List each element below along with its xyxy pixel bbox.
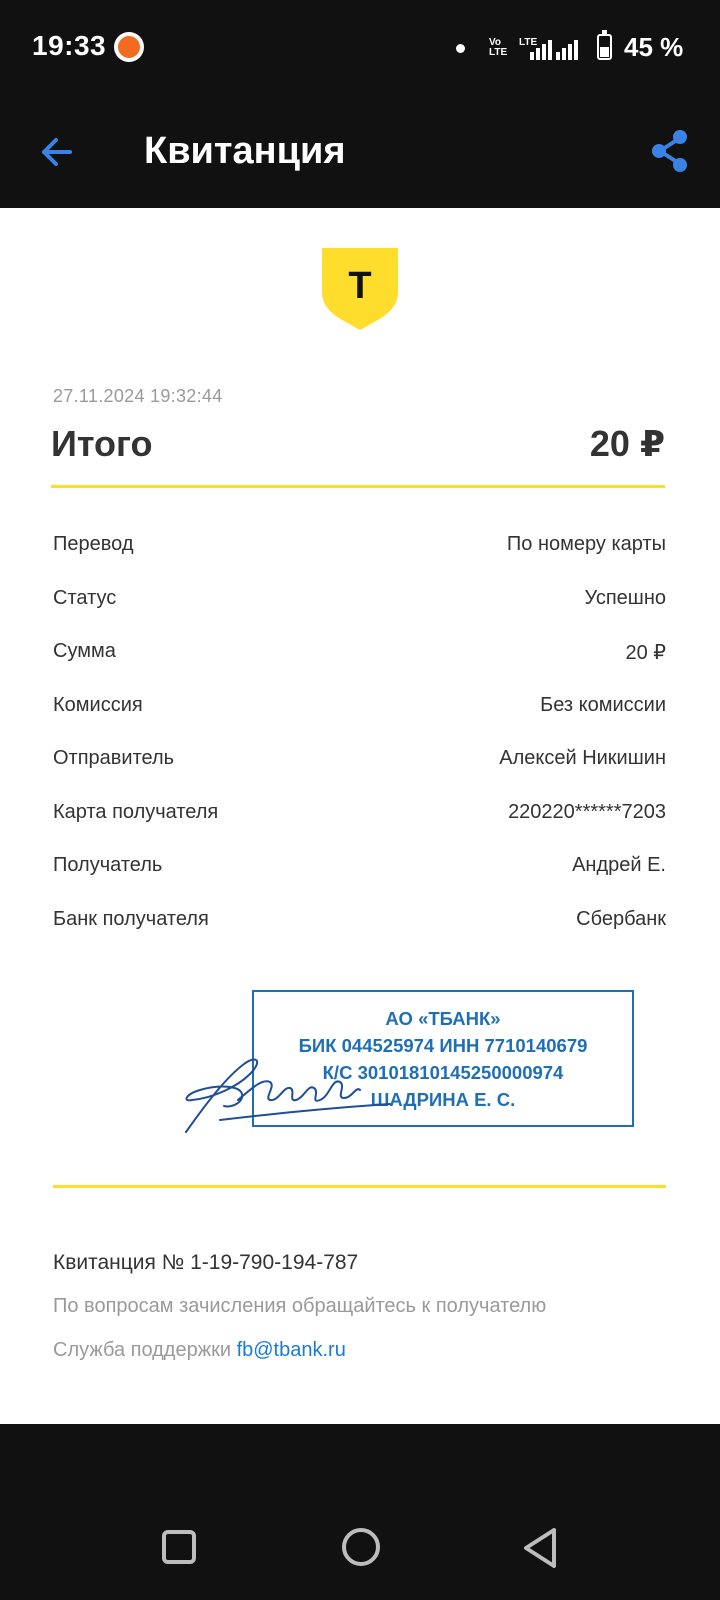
detail-label: Комиссия xyxy=(53,693,143,716)
triangle-back-icon[interactable] xyxy=(520,1526,560,1570)
status-bar xyxy=(0,0,720,96)
stamp-line: АО «ТБАНК» xyxy=(385,1008,501,1029)
detail-value: Без комиссии xyxy=(540,693,666,716)
stamp-line: К/С 30101810145250000974 xyxy=(322,1062,564,1083)
detail-row-sender xyxy=(53,735,666,789)
share-icon xyxy=(642,124,698,180)
detail-value: Сбербанк xyxy=(576,907,666,930)
detail-row-recipient-card xyxy=(53,789,666,843)
status-time: 19:33 xyxy=(32,30,107,61)
detail-value: Успешно xyxy=(584,586,666,609)
detail-row-recipient-bank xyxy=(53,896,666,950)
battery-percent: 45 % xyxy=(624,32,684,62)
support-label: Служба поддержки xyxy=(53,1339,237,1361)
support-email-link[interactable]: fb@tbank.ru xyxy=(236,1339,346,1361)
detail-label: Статус xyxy=(53,586,117,609)
detail-value: По номеру карты xyxy=(506,533,666,555)
stamp-line: БИК 044525974 ИНН 7710140679 xyxy=(298,1035,588,1056)
detail-row-commission xyxy=(53,682,666,736)
notification-app-icon xyxy=(114,32,144,62)
battery-icon xyxy=(597,34,612,60)
lte-label: LTE xyxy=(519,37,538,48)
divider xyxy=(51,485,665,488)
receipt xyxy=(0,208,720,1424)
detail-value: Алексей Никишин xyxy=(499,747,666,769)
detail-label: Перевод xyxy=(53,533,134,555)
app-bar xyxy=(0,96,720,208)
detail-row-recipient xyxy=(53,842,666,896)
detail-row-amount xyxy=(53,628,666,682)
detail-label: Сумма xyxy=(53,640,116,662)
square-recents-icon[interactable] xyxy=(162,1530,196,1564)
share-button[interactable] xyxy=(642,124,698,180)
arrow-left-icon xyxy=(30,124,86,180)
detail-value: Андрей Е. xyxy=(572,854,666,876)
detail-label: Банк получателя xyxy=(53,907,209,930)
support-line xyxy=(53,1339,346,1362)
receipt-number: Квитанция № 1-19-790-194-787 xyxy=(53,1251,359,1274)
logo-letter: Т xyxy=(348,265,372,307)
detail-row-status xyxy=(53,575,666,629)
footer-note: По вопросам зачисления обращайтесь к получателю xyxy=(53,1295,547,1317)
notification-dot-icon xyxy=(456,44,465,53)
detail-label: Получатель xyxy=(53,854,163,876)
signature-image xyxy=(180,1028,400,1138)
battery-level xyxy=(600,47,609,57)
circle-home-icon[interactable] xyxy=(342,1528,380,1566)
volte-icon: Vo LTE xyxy=(489,37,508,58)
detail-value: 220220******7203 xyxy=(508,800,666,823)
detail-label: Карта получателя xyxy=(53,800,219,823)
back-button[interactable] xyxy=(30,124,86,180)
stamp-line: ШАДРИНА Е. С. xyxy=(370,1089,516,1110)
total-label: Итого xyxy=(51,423,153,464)
detail-row-transfer xyxy=(53,521,666,575)
system-nav-bar xyxy=(0,1424,720,1600)
total-amount: 20 ₽ xyxy=(589,423,665,464)
footer-divider xyxy=(53,1185,666,1188)
transaction-date: 27.11.2024 19:32:44 xyxy=(53,386,223,406)
details-list xyxy=(53,521,666,949)
detail-value: 20 ₽ xyxy=(625,642,666,664)
detail-label: Отправитель xyxy=(53,747,175,769)
tbank-logo xyxy=(322,248,398,330)
page-title: Квитанция xyxy=(144,130,346,172)
signal-strength-icon-2 xyxy=(556,38,586,60)
